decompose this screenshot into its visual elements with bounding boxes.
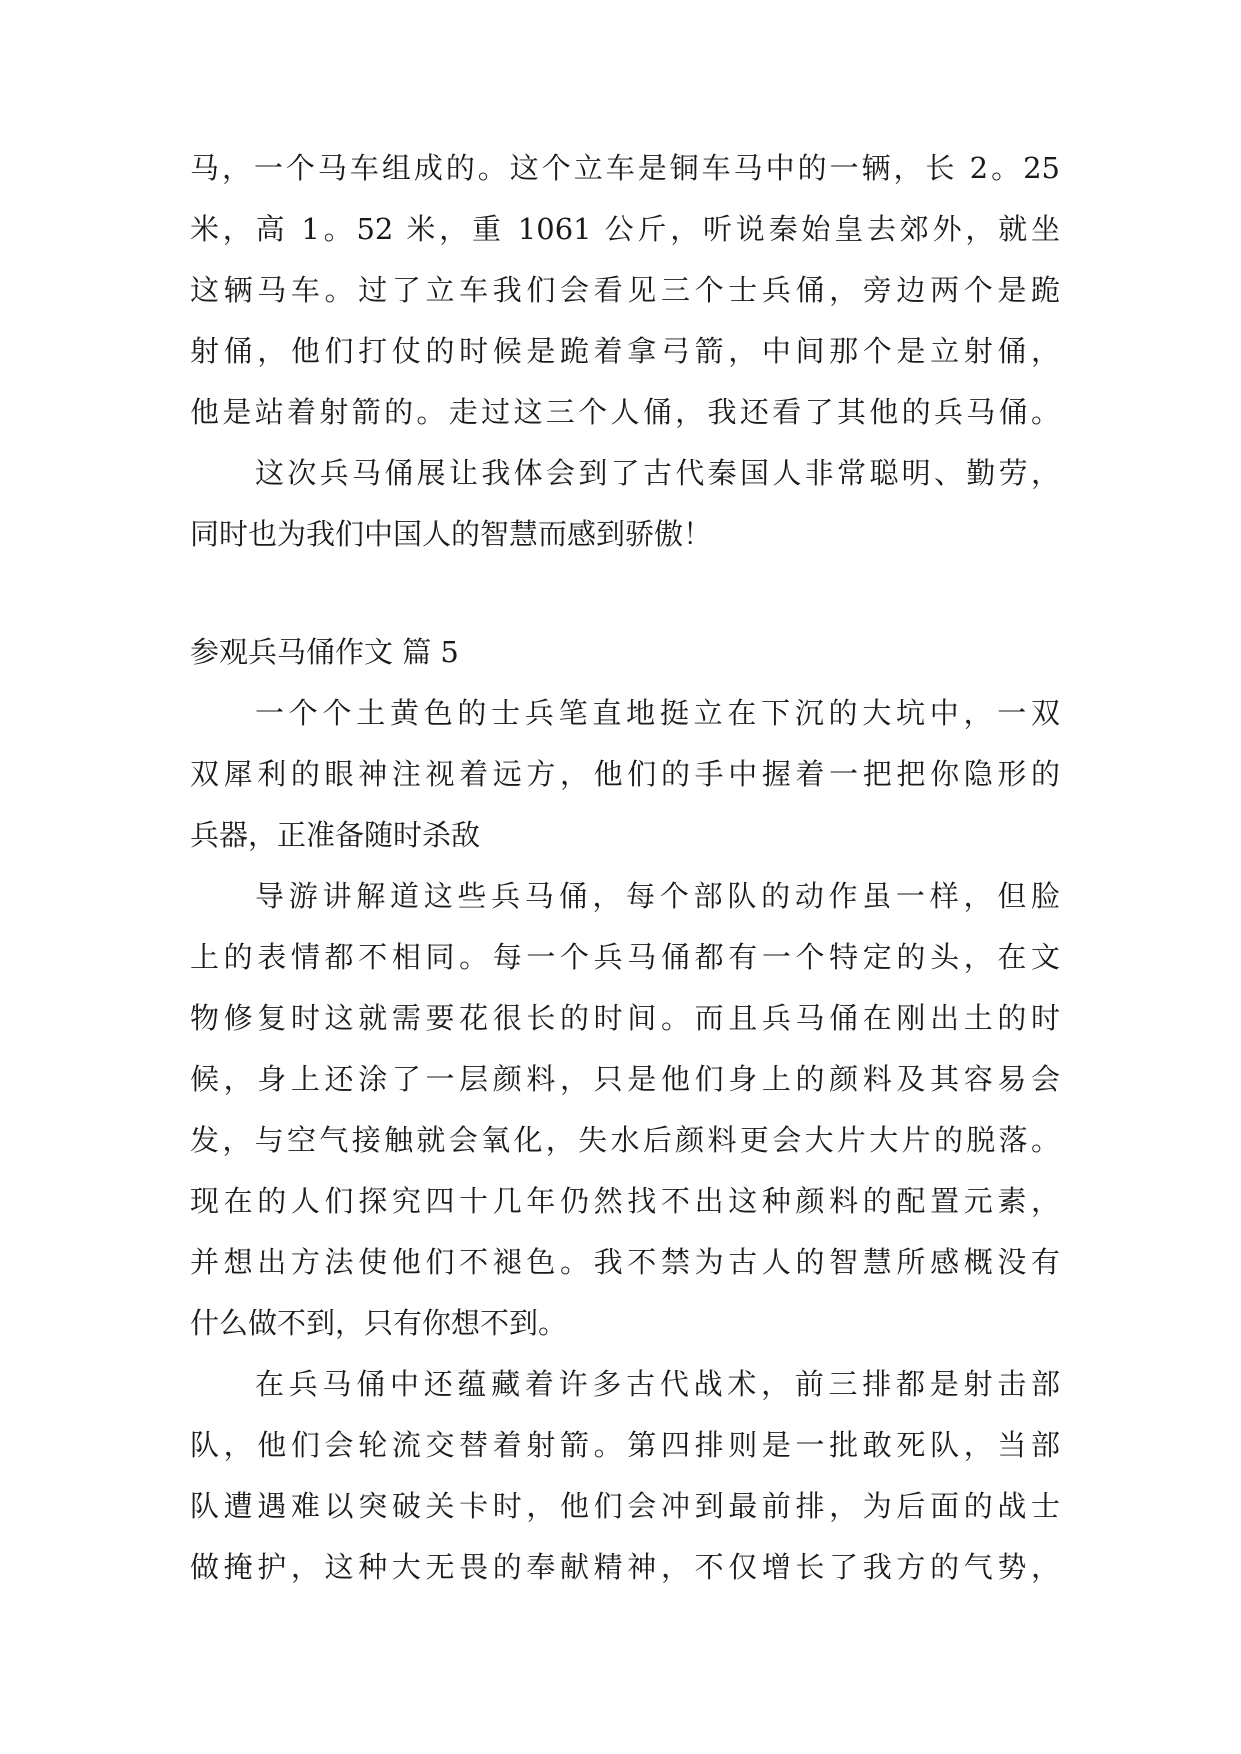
text-line: 这辆马车。过了立车我们会看见三个士兵俑，旁边两个是跪 <box>190 273 1060 307</box>
text-line: 双犀利的眼神注视着远方，他们的手中握着一把把你隐形的 <box>190 757 1060 791</box>
text-line: 马，一个马车组成的。这个立车是铜车马中的一辆，长 2。25 <box>190 151 1060 185</box>
text-line: 什么做不到，只有你想不到。 <box>190 1306 568 1340</box>
text-line: 这次兵马俑展让我体会到了古代秦国人非常聪明、勤劳， <box>255 456 1060 490</box>
text-line: 同时也为我们中国人的智慧而感到骄傲！ <box>190 517 713 551</box>
text-line: 在兵马俑中还蕴藏着许多古代战术，前三排都是射击部 <box>255 1367 1060 1401</box>
text-line: 并想出方法使他们不褪色。我不禁为古人的智慧所感概没有 <box>190 1245 1060 1279</box>
text-line: 做掩护，这种大无畏的奉献精神，不仅增长了我方的气势， <box>190 1550 1060 1584</box>
text-line: 上的表情都不相同。每一个兵马俑都有一个特定的头，在文 <box>190 940 1060 974</box>
text-line: 导游讲解道这些兵马俑，每个部队的动作虽一样，但脸 <box>255 879 1060 913</box>
text-line: 队，他们会轮流交替着射箭。第四排则是一批敢死队，当部 <box>190 1428 1060 1462</box>
section-heading: 参观兵马俑作文 篇 5 <box>190 635 459 669</box>
text-line: 他是站着射箭的。走过这三个人俑，我还看了其他的兵马俑。 <box>190 395 1060 429</box>
text-line: 现在的人们探究四十几年仍然找不出这种颜料的配置元素， <box>190 1184 1060 1218</box>
text-line: 队遭遇难以突破关卡时，他们会冲到最前排，为后面的战士 <box>190 1489 1060 1523</box>
text-line: 米，高 1。52 米，重 1061 公斤，听说秦始皇去郊外，就坐 <box>190 212 1060 246</box>
text-line: 兵器，正准备随时杀敌 <box>190 818 481 852</box>
text-line: 候，身上还涂了一层颜料，只是他们身上的颜料及其容易会 <box>190 1062 1060 1096</box>
text-line: 发，与空气接触就会氧化，失水后颜料更会大片大片的脱落。 <box>190 1123 1060 1157</box>
text-line: 射俑，他们打仗的时候是跪着拿弓箭，中间那个是立射俑， <box>190 334 1060 368</box>
text-line: 一个个土黄色的士兵笔直地挺立在下沉的大坑中，一双 <box>255 696 1060 730</box>
text-line: 物修复时这就需要花很长的时间。而且兵马俑在刚出土的时 <box>190 1001 1060 1035</box>
